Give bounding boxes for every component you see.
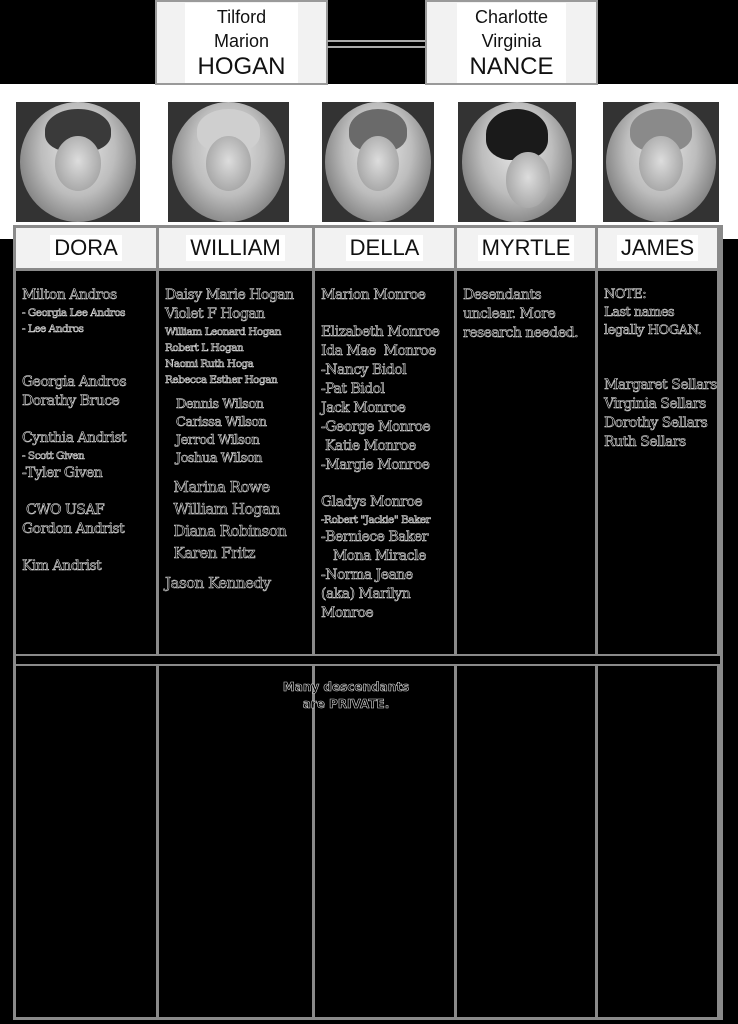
descendant-name: Monroe xyxy=(321,605,374,621)
descendant-name: Rebecca Esther Hogan xyxy=(165,374,278,386)
spacer xyxy=(604,340,713,376)
descendant-name: Virginia Sellars xyxy=(604,396,706,412)
descendant-name: -George Monroe xyxy=(321,419,431,435)
photo-james xyxy=(603,102,719,222)
column-header-myrtle: MYRTLE xyxy=(457,228,595,271)
descendant-name: William Hogan xyxy=(165,500,280,518)
descendant-list-james xyxy=(598,274,717,654)
column-della xyxy=(315,228,457,1017)
section-divider xyxy=(16,654,720,666)
descendant-name: Katie Monroe xyxy=(321,438,416,454)
descendant-name: -Margie Monroe xyxy=(321,457,430,473)
column-dora xyxy=(16,228,159,1017)
descendant-name: Mona Miracle xyxy=(321,548,426,564)
descendant-name: Georgia Andros xyxy=(22,374,127,390)
spacer xyxy=(321,305,450,323)
descendant-name: -Pat Bidol xyxy=(321,381,385,397)
column-william xyxy=(159,228,315,1017)
spacer xyxy=(22,411,152,429)
descendant-name: -Robert "Jackie" Baker xyxy=(321,514,431,526)
descendant-name: Desendants xyxy=(463,287,542,303)
marriage-line-bottom xyxy=(327,46,427,48)
photo-dora xyxy=(16,102,140,222)
descendant-name: Ida Mae Monroe xyxy=(321,343,436,359)
descendant-name: (aka) Marilyn xyxy=(321,586,411,602)
spacer xyxy=(321,475,450,493)
descendant-name: Cynthia Andrist xyxy=(22,430,127,446)
father-given-name-2: Marion xyxy=(213,30,269,51)
descendant-name: Margaret Sellars xyxy=(604,377,717,393)
spacer xyxy=(165,468,308,476)
photo-della xyxy=(322,102,434,222)
spacer xyxy=(22,483,152,501)
mother-box xyxy=(425,0,598,85)
descendant-name: Karen Fritz xyxy=(165,544,255,562)
marriage-line-top xyxy=(327,40,427,42)
descendant-name: Gladys Monroe xyxy=(321,494,423,510)
father-box xyxy=(155,0,328,85)
descendant-name: Naomi Ruth Hoga xyxy=(165,358,254,370)
descendant-name: Kim Andrist xyxy=(22,558,102,574)
photo-william xyxy=(168,102,289,222)
descendant-name: Joshua Wilson xyxy=(165,451,263,466)
descendant-name: -Tyler Given xyxy=(22,465,103,481)
descendant-list-dora xyxy=(16,274,156,654)
descendant-list-william xyxy=(159,274,312,654)
descendant-name: Marina Rowe xyxy=(165,478,270,496)
column-header-james: JAMES xyxy=(598,228,717,271)
descendant-name: Daisy Marie Hogan xyxy=(165,287,294,303)
descendant-name: legally HOGAN. xyxy=(604,323,702,338)
column-header-william: WILLIAM xyxy=(159,228,312,271)
descendant-name: research needed. xyxy=(463,325,579,341)
mother-given-name-1: Charlotte xyxy=(474,6,549,27)
descendant-name: - Lee Andros xyxy=(22,323,84,335)
descendant-name: Dorothy Sellars xyxy=(604,415,708,431)
photo-myrtle xyxy=(458,102,576,222)
descendant-name: Robert L Hogan xyxy=(165,342,244,354)
column-james xyxy=(598,228,720,1017)
spacer xyxy=(22,539,152,557)
descendant-name: Ruth Sellars xyxy=(604,434,686,450)
column-myrtle xyxy=(457,228,598,1017)
descendant-name: Marion Monroe xyxy=(321,287,426,303)
descendant-name: Last names xyxy=(604,305,675,320)
father-surname: HOGAN xyxy=(197,52,286,80)
descendant-list-della xyxy=(315,274,454,654)
descendant-list-myrtle xyxy=(457,274,595,654)
descendant-name: Elizabeth Monroe xyxy=(321,324,440,340)
descendant-name: -Nancy Bidol xyxy=(321,362,407,378)
column-header-della: DELLA xyxy=(315,228,454,271)
descendant-name: Violet F Hogan xyxy=(165,306,265,322)
descendant-name: Dorathy Bruce xyxy=(22,393,120,409)
descendant-name: Gordon Andrist xyxy=(22,521,125,537)
mother-surname: NANCE xyxy=(469,52,554,80)
descendant-name: - Georgia Lee Andros xyxy=(22,307,126,319)
spacer xyxy=(22,337,152,373)
column-header-dora: DORA xyxy=(16,228,156,271)
father-given-name-1: Tilford xyxy=(216,6,267,27)
spacer xyxy=(165,564,308,572)
descendant-name: Jason Kennedy xyxy=(165,574,271,592)
descendant-name: CWO USAF xyxy=(22,502,105,518)
descendant-name: -Norma Jeane xyxy=(321,567,413,583)
descendant-name: Carissa Wilson xyxy=(165,415,267,430)
descendant-name: Milton Andros xyxy=(22,287,117,303)
descendant-name: Dennis Wilson xyxy=(165,397,264,412)
descendant-name: NOTE: xyxy=(604,287,647,302)
descendant-name: - Scott Given xyxy=(22,450,85,462)
descendant-name: -Berniece Baker xyxy=(321,529,428,545)
spacer xyxy=(165,388,308,396)
descendant-name: Jack Monroe xyxy=(321,400,406,416)
descendants-grid xyxy=(13,225,723,1020)
private-descendants-note: Many descendants are PRIVATE. xyxy=(282,680,410,711)
descendant-name: Diana Robinson xyxy=(165,522,287,540)
descendant-name: Jerrod Wilson xyxy=(165,433,260,448)
descendant-name: William Leonard Hogan xyxy=(165,326,281,338)
mother-given-name-2: Virginia xyxy=(481,30,542,51)
descendant-name: unclear. More xyxy=(463,306,556,322)
